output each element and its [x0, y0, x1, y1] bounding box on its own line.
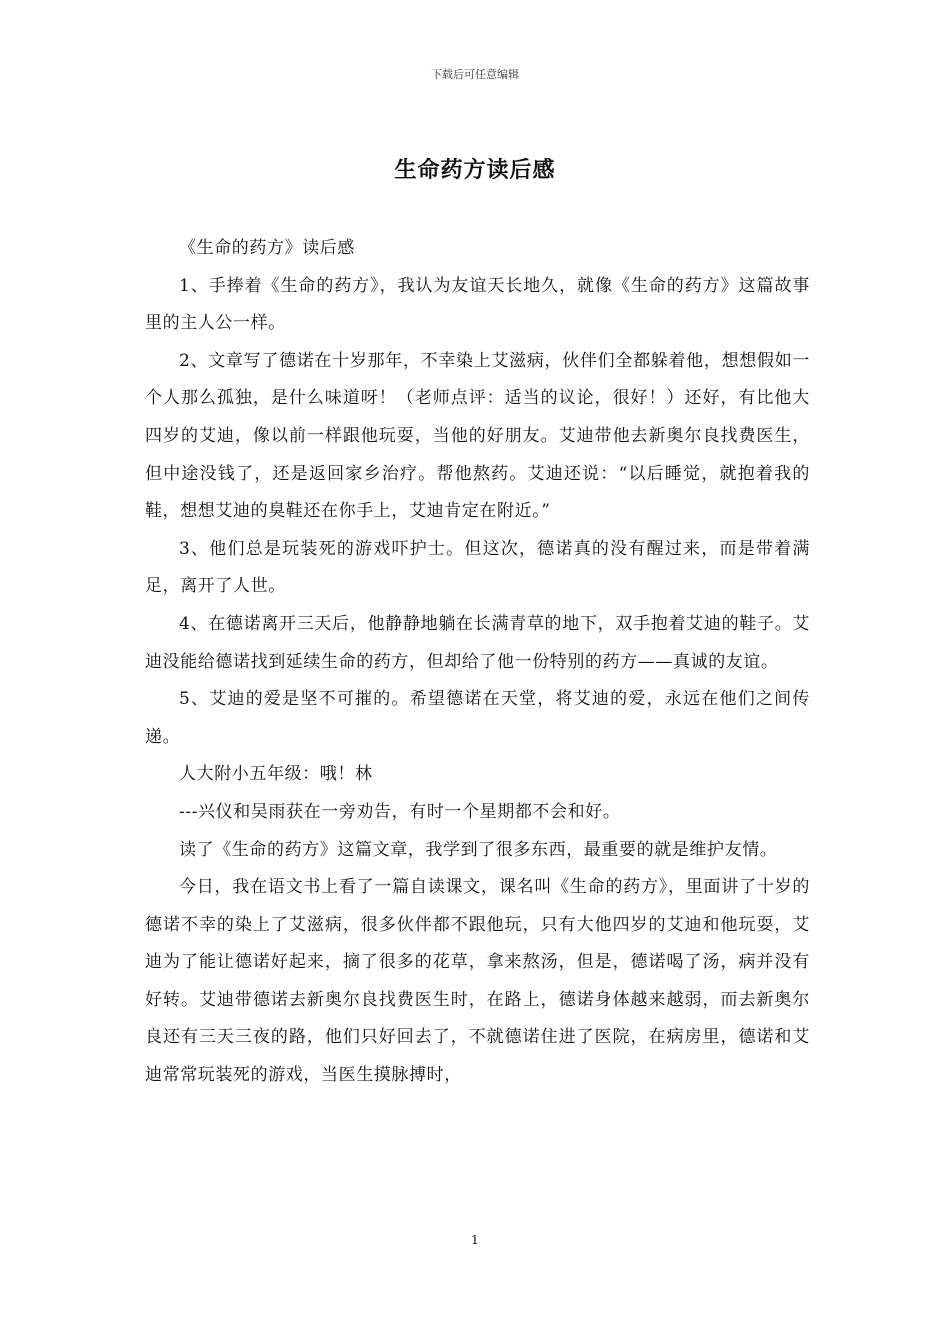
body-paragraph: 3、他们总是玩装死的游戏吓护士。但这次，德诺真的没有醒过来，而是带着满足，离开了人世。: [145, 538, 810, 597]
body-paragraph: 5、艾迪的爱是坚不可摧的。希望德诺在天堂，将艾迪的爱，永远在他们之间传递。: [145, 689, 810, 747]
body-paragraph: 2、文章写了德诺在十岁那年，不幸染上艾滋病，伙伴们全都躲着他，想想假如一个人那么孤独，是什么味道呀！（老师点评：适当的议论，很好！）还好，有比他大四岁的艾迪，像以前一样跟他玩耍，当他的好朋友。艾迪带他去新奥尔良找费医生，但中途没钱了，还是返回家乡治疗。帮他熬药。艾迪还说：“以后睡觉，就抱着我的鞋，想想艾迪的臭鞋还在你手上，艾迪肯定在附近。”: [145, 350, 810, 522]
body-paragraph: 今日，我在语文书上看了一篇自读课文，课名叫《生命的药方》，里面讲了十岁的德诺不幸的染上了艾滋病，很多伙伴都不跟他玩，只有大他四岁的艾迪和他玩耍，艾迪为了能让德诺好起来，摘了很多的花草，拿来熬汤，但是，德诺喝了汤，病并没有好转。艾迪带德诺去新奥尔良找费医生时，在路上，德诺身体越来越弱，而去新奥尔良还有三天三夜的路，他们只好回去了，不就德诺住进了医院，在病房里，德诺和艾迪常常玩装死的游戏，当医生摸脉搏时，: [145, 877, 810, 1086]
body-paragraph: 1、手捧着《生命的药方》，我认为友谊天长地久，就像《生命的药方》这篇故事里的主人公一样。: [145, 275, 810, 334]
body-paragraph: 4、在德诺离开三天后，他静静地躺在长满青草的地下，双手抱着艾迪的鞋子。艾迪没能给德诺找到延续生命的药方，但却给了他一份特别的药方——真诚的友谊。: [145, 613, 810, 672]
body-paragraph: 读了《生命的药方》这篇文章，我学到了很多东西，最重要的就是维护友情。: [179, 839, 778, 860]
document-body: [145, 230, 810, 1095]
document-title: 生命药方读后感: [394, 157, 556, 183]
page-number: 1: [471, 1233, 479, 1247]
header-note: 下载后可任意编辑: [431, 68, 519, 81]
body-paragraph: 人大附小五年级：哦！林: [179, 764, 373, 785]
body-paragraph: ---兴仪和吴雨获在一旁劝告，有时一个星期都不会和好。: [179, 801, 621, 822]
body-paragraph: 《生命的药方》读后感: [179, 238, 355, 258]
